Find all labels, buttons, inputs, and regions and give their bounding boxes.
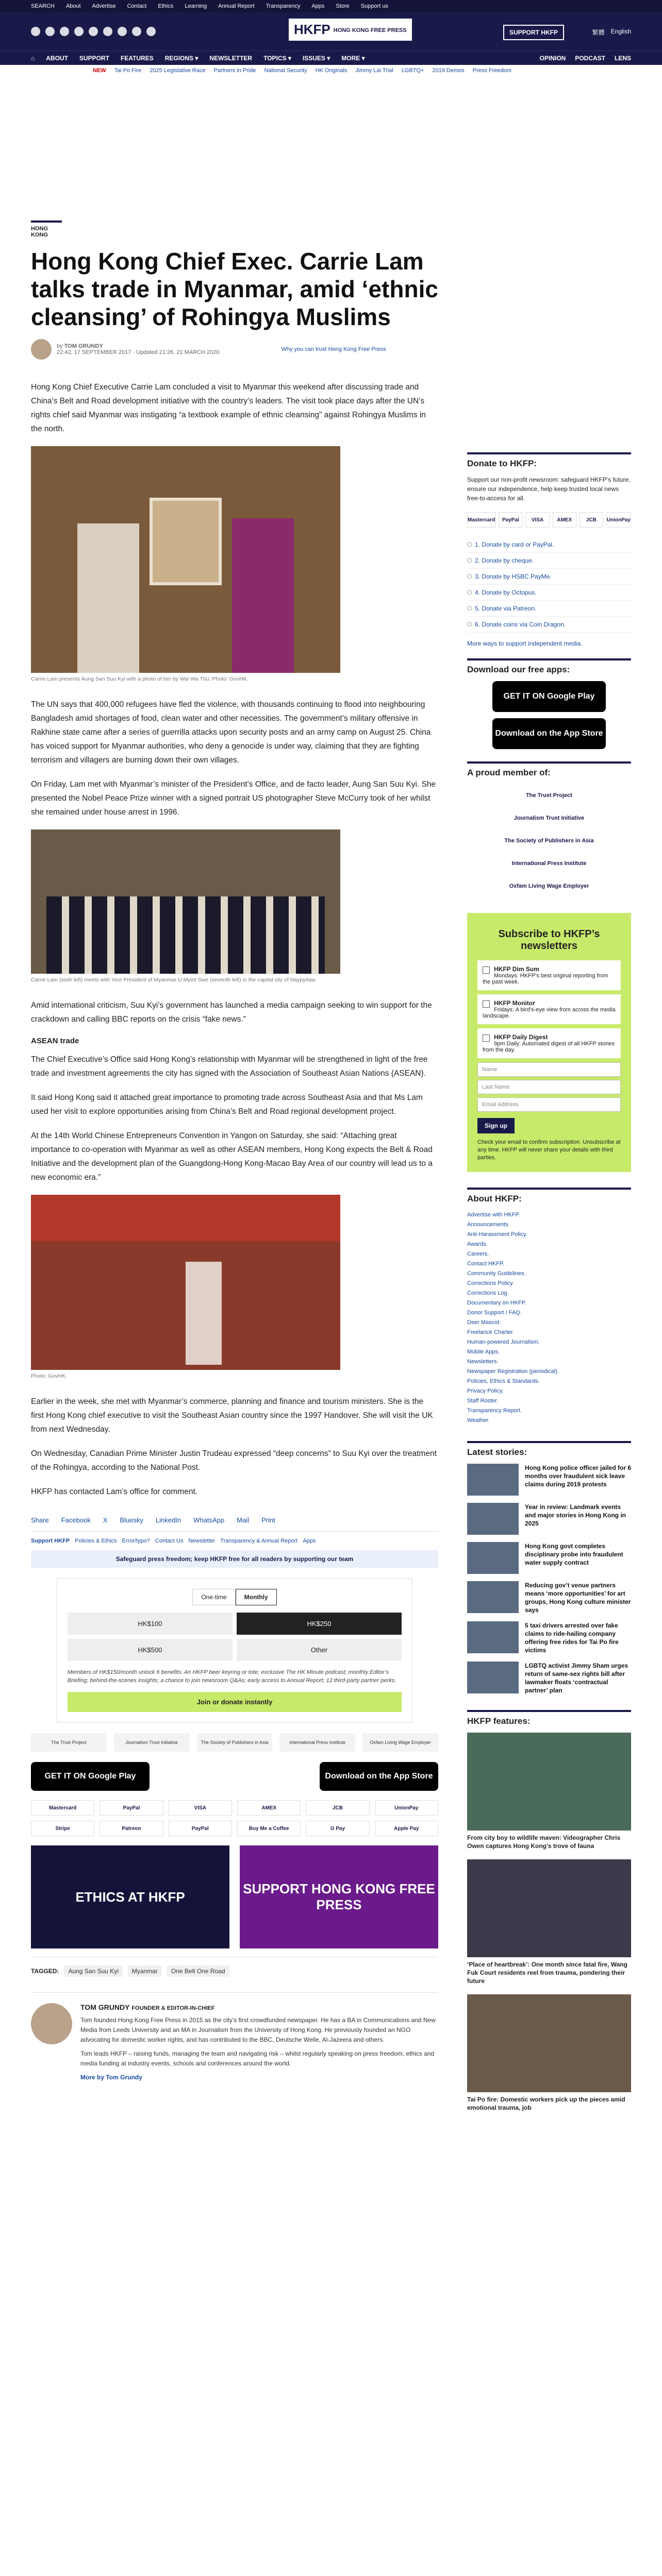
utility-link[interactable]: Contact	[127, 3, 147, 9]
badge[interactable]: The Society of Publishers in Asia	[504, 838, 594, 844]
newsletter-heading: Subscribe to HKFP’s newsletters	[498, 928, 600, 952]
newsletter-option[interactable]: HKFP Dim Sum Mondays: HKFP’s best original reporting from the past week.	[477, 960, 621, 990]
share-facebook[interactable]: Facebook	[61, 1516, 91, 1524]
share-print[interactable]: Print	[261, 1516, 275, 1524]
photo-caption: Carrie Lam (sixth left) meets with Vice President of Myanmar U Myint Swe (seventh left) in the capital city of Naypyitaw.	[31, 977, 317, 983]
utility-link[interactable]: Advertise	[92, 3, 116, 9]
support-link[interactable]: Error/typo?	[122, 1538, 150, 1544]
byline: by TOM GRUNDY 22:42, 17 SEPTEMBER 2017 · Updated 21:26, 21 MARCH 2020 Why you can trust Hong Kong Free Press	[31, 339, 438, 360]
signup-button[interactable]: Sign up	[477, 1118, 515, 1133]
author-name[interactable]: TOM GRUNDY	[80, 2003, 130, 2011]
trending-link[interactable]: 2025 Legislative Race	[150, 67, 206, 74]
donate-text: Support our non-profit newsroom: safeguard HKFP’s future, ensure our independence, help keep trusted local news free-to-access for all.	[467, 476, 631, 502]
utility-link[interactable]: Learning	[185, 3, 207, 9]
article-photo-meeting	[31, 829, 340, 974]
support-banner[interactable]: Safeguard press freedom; keep HKFP free for all readers by supporting our team	[31, 1550, 438, 1568]
story-thumbnail	[467, 1503, 519, 1535]
instagram-icon[interactable]	[60, 27, 69, 36]
utility-link[interactable]: Annual Report	[218, 3, 255, 9]
donate-methods	[467, 537, 631, 633]
support-link[interactable]: Policies & Ethics	[75, 1538, 117, 1544]
google-play-button[interactable]: GET IT ON Google Play	[31, 1762, 150, 1791]
home-icon[interactable]: ⌂	[31, 54, 35, 62]
radio-icon	[467, 542, 472, 547]
tag[interactable]: Myanmar	[128, 1965, 162, 1977]
feature-item[interactable]: ‘Place of heartbreak’: One month since fatal fire, Wang Fuk Court residents reel from trauma, pondering their future	[467, 1859, 631, 1985]
about-link[interactable]: Corrections Log.	[467, 1290, 509, 1296]
about-link[interactable]: Privacy Policy.	[467, 1388, 504, 1394]
applepay-icon[interactable]: Apple Pay	[375, 1821, 438, 1836]
article-photo-suu-kyi	[31, 446, 340, 673]
telegram-icon[interactable]	[132, 27, 141, 36]
feature-image	[467, 1994, 631, 2092]
paragraph: At the 14th World Chinese Entrepreneurs Convention in Yangon on Saturday, she said: “Attaching great importance to co-operation with Myanmar as well as other ASEAN members, Hong Kong expects the Belt & Road Initiative and the development plan of the Guangdong-Hong Kong-Macao Bay Area of our country will lead us to a new economic era.”	[31, 1131, 433, 1182]
trust-link[interactable]: Why you can trust Hong Kong Free Press	[281, 346, 386, 352]
support-link[interactable]: Transparency & Annual Report	[220, 1538, 298, 1544]
site-logo[interactable]: HKFP HONG KONG FREE PRESS	[289, 19, 412, 41]
about-link[interactable]: Transparency Report.	[467, 1408, 522, 1414]
badge[interactable]: The Trust Project	[31, 1733, 107, 1752]
feature-item[interactable]: Tai Po fire: Domestic workers pick up the pieces amid emotional trauma, job	[467, 1994, 631, 2112]
sidebar-heading: About HKFP:	[467, 1188, 631, 1204]
trending-link[interactable]: Press Freedom	[472, 67, 511, 74]
newsletter-option[interactable]: HKFP Monitor Fridays: A bird’s-eye view from across the media landscape.	[477, 994, 621, 1024]
promo-banners	[31, 1845, 438, 1948]
about-link[interactable]: Advertise with HKFP.	[467, 1212, 520, 1218]
latest-item[interactable]: Reducing gov’t venue partners means ‘more opportunities’ for art groups, Hong Kong culture minister says	[467, 1581, 631, 1614]
support-promo[interactable]: SUPPORT HONG KONG FREE PRESS	[240, 1845, 438, 1948]
about-link[interactable]: Mobile Apps.	[467, 1349, 500, 1355]
latest-item[interactable]: LGBTQ activist Jimmy Sham urges return of same-sex rights bill after lawmaker floats ‘contractual partner’ plan	[467, 1662, 631, 1694]
paypal-icon[interactable]: PayPal	[169, 1821, 232, 1836]
email-field[interactable]: Email Address	[477, 1097, 621, 1112]
about-link[interactable]: Contact HKFP.	[467, 1261, 504, 1267]
jcb-icon: JCB	[580, 512, 603, 528]
radio-icon	[467, 574, 472, 579]
author-photo	[31, 2003, 72, 2044]
support-hkfp-button[interactable]: SUPPORT HKFP	[503, 25, 564, 40]
amex-icon[interactable]: AMEX	[237, 1800, 301, 1816]
about-link[interactable]: Corrections Policy.	[467, 1280, 514, 1286]
frequency-toggle	[68, 1589, 402, 1605]
utility-link[interactable]: About	[65, 3, 81, 9]
paypal-icon: PayPal	[499, 512, 522, 528]
nav-item[interactable]: REGIONS ▾	[164, 54, 198, 62]
language-switcher	[592, 28, 631, 37]
photo-caption: Carrie Lam presents Aung San Suu Kyi with a photo of her by Wai Wa Thu. Photo: GovHK.	[31, 676, 249, 682]
youtube-icon[interactable]	[74, 27, 84, 36]
last-name-field[interactable]: Last Name	[477, 1080, 621, 1094]
badge[interactable]: The Society of Publishers in Asia	[197, 1733, 273, 1752]
latest-stories	[467, 1441, 631, 1694]
about-link[interactable]: Newspaper Registration (periodical).	[467, 1368, 559, 1375]
more-ways-link[interactable]: More ways to support independent media.	[467, 640, 583, 647]
amex-icon: AMEX	[553, 512, 576, 528]
member-badges	[467, 784, 631, 897]
article-title: Hong Kong Chief Exec. Carrie Lam talks trade in Myanmar, amid ‘ethnic cleansing’ of Rohingya Muslims	[31, 248, 438, 330]
checkbox-icon	[483, 1001, 490, 1008]
newsletter-signup	[467, 913, 631, 1172]
trending-link[interactable]: Tai Po Fire	[114, 67, 142, 74]
author-box	[31, 1992, 438, 2082]
mastercard-icon: Mastercard	[467, 512, 495, 528]
trending-link[interactable]: Partners in Pride	[213, 67, 256, 74]
story-thumbnail	[467, 1542, 519, 1574]
latest-item[interactable]: Hong Kong police officer jailed for 6 months over fraudulent sick leave claims during 2019 protests	[467, 1464, 631, 1496]
about-link[interactable]: Announcements.	[467, 1222, 510, 1228]
lang-en[interactable]: English	[610, 28, 631, 35]
trending-link[interactable]: LGBTQ+	[401, 67, 424, 74]
author-bio: Tom leads HKFP – raising funds, managing the team and navigating risk – whilst regularly speaking on press freedom, ethics and media funding at industry events, schools and conferences around the world.	[80, 2050, 435, 2067]
unionpay-icon: UnionPay	[606, 512, 631, 528]
latest-item[interactable]: Hong Kong govt completes disciplinary probe into fraudulent water supply contract	[467, 1542, 631, 1574]
checkbox-icon	[483, 967, 490, 974]
sidebar-donate	[467, 452, 631, 648]
trending-link[interactable]: National Security	[264, 67, 307, 74]
freq-one-time[interactable]: One-time	[192, 1589, 235, 1605]
sidebar-heading: Donate to HKFP:	[467, 452, 631, 469]
donate-method[interactable]: 5. Donate via Patreon.	[467, 601, 631, 617]
radio-icon	[467, 558, 472, 563]
paragraph: The UN says that 400,000 refugees have fled the violence, with thousands continuing to flood into neighbouring Bangladesh amid shortages of food, clean water and other necessities. The government’s military offensive in Rakhine state came after a series of guerrilla attacks upon security posts and an army camp on August 25. China has voiced support for Myanmar authorities, who deny a genocide is under way, claiming that they are fighting terrorism and villagers are burning down their own villages.	[31, 700, 431, 765]
about-link[interactable]: Staff Roster.	[467, 1398, 499, 1404]
radio-icon	[467, 590, 472, 595]
latest-item[interactable]: Year in review: Landmark events and major stories in Hong Kong in 2025	[467, 1503, 631, 1535]
about-link[interactable]: Policies, Ethics & Standards.	[467, 1378, 540, 1384]
main-nav	[0, 50, 662, 65]
support-links	[31, 1538, 438, 1544]
sidebar-heading: Download our free apps:	[467, 658, 631, 675]
article-kicker[interactable]: HONG KONG	[31, 221, 62, 238]
share-x[interactable]: X	[103, 1516, 108, 1524]
about-link[interactable]: Anti-Harassment Policy.	[467, 1231, 527, 1238]
donate-method[interactable]: 1. Donate by card or PayPal.	[467, 537, 631, 553]
amount-option[interactable]: Other	[237, 1639, 402, 1661]
trending-label: NEW	[93, 67, 106, 74]
trending-link[interactable]: Jimmy Lai Trial	[355, 67, 393, 74]
about-links	[467, 1210, 631, 1426]
badge[interactable]: Journalism Trust Initiative	[514, 815, 585, 821]
photo-caption: Photo: GovHK.	[31, 1373, 68, 1379]
patreon-icon[interactable]: Patreon	[100, 1821, 163, 1836]
paragraph: On Friday, Lam met with Myanmar’s minister of the President’s Office, and de facto leader, Aung San Suu Kyi. She presented the Nobel Peace Prize winner with a signed portrait US photographer Steve McCurry took of her whilst she remained under house arrest in 1996.	[31, 780, 436, 817]
support-link[interactable]: Support HKFP	[31, 1538, 70, 1544]
nav-item[interactable]: PODCAST	[575, 54, 605, 62]
about-link[interactable]: Awards.	[467, 1241, 488, 1247]
amount-option[interactable]: HK$100	[68, 1613, 233, 1635]
visa-icon: VISA	[525, 512, 549, 528]
article-dates: 22:42, 17 SEPTEMBER 2017 · Updated 21:26, 21 MARCH 2020	[57, 349, 220, 355]
share-mail[interactable]: Mail	[237, 1516, 249, 1524]
nav-item[interactable]: ABOUT	[46, 54, 68, 62]
nav-item[interactable]: SUPPORT	[79, 54, 109, 62]
support-link[interactable]: Newsletter	[188, 1538, 216, 1544]
sidebar	[467, 452, 631, 2121]
freq-monthly[interactable]: Monthly	[236, 1589, 277, 1605]
paragraph: The Chief Executive’s Office said Hong Kong’s relationship with Myanmar will be strengthened in light of the free trade and investment agreements the city has signed with the Association of Southeast Asian Nations (ASEAN).	[31, 1055, 428, 1078]
paragraph: Hong Kong Chief Executive Carrie Lam concluded a visit to Myanmar this weekend after discussing trade and China’s Belt and Road development initiative with the country’s leaders. The visit took place days after the UN’s rights chief said Myanmar was instigating “a textbook example of ethnic cleansing” against Rohingya Muslims in the north.	[31, 383, 426, 433]
story-thumbnail	[467, 1581, 519, 1613]
google-play-button[interactable]: GET IT ON Google Play	[492, 681, 606, 712]
utility-link[interactable]: SEARCH	[31, 3, 55, 9]
about-link[interactable]: Deer Mascot.	[467, 1319, 501, 1326]
share-label: Share	[31, 1516, 49, 1524]
badge[interactable]: International Press Institute	[279, 1733, 355, 1752]
utility-link[interactable]: Ethics	[158, 3, 174, 9]
author-name[interactable]: TOM GRUNDY	[64, 343, 103, 349]
trending-bar	[0, 65, 662, 76]
trending-link[interactable]: 2019 Demos	[432, 67, 465, 74]
app-store-buttons	[31, 1762, 438, 1791]
stripe-icon[interactable]: Stripe	[31, 1821, 94, 1836]
feature-image	[467, 1733, 631, 1831]
tags-label: TAGGED:	[31, 1968, 59, 1975]
paragraph: HKFP has contacted Lam’s office for comment.	[31, 1487, 198, 1496]
author-avatar	[31, 339, 52, 360]
badge[interactable]: Journalism Trust Initiative	[114, 1733, 190, 1752]
donate-widget	[57, 1578, 412, 1723]
rss-icon[interactable]	[146, 27, 156, 36]
threads-icon[interactable]	[89, 27, 98, 36]
paragraph: On Wednesday, Canadian Prime Minister Justin Trudeau expressed “deep concerns” to Suu Kyi over the treatment of the Rohingya, according to the National Post.	[31, 1449, 437, 1472]
app-store-button[interactable]: Download on the App Store	[492, 718, 606, 749]
nav-item[interactable]: NEWSLETTER	[209, 54, 253, 62]
tag[interactable]: Aung San Suu Kyi	[64, 1965, 122, 1977]
about-link[interactable]: Documentary on HKFP.	[467, 1300, 526, 1306]
author-role: FOUNDER & EDITOR-IN-CHIEF	[131, 2005, 215, 2011]
badge[interactable]: Oxfam Living Wage Employer	[362, 1733, 438, 1752]
ethics-promo[interactable]: ETHICS AT HKFP	[31, 1845, 229, 1948]
amount-options	[68, 1613, 402, 1661]
nav-item[interactable]: LENS	[614, 54, 631, 62]
support-link[interactable]: Contact Us	[155, 1538, 184, 1544]
unionpay-icon[interactable]: UnionPay	[375, 1800, 438, 1816]
nav-item[interactable]: MORE ▾	[341, 54, 365, 62]
sidebar-heading: Latest stories:	[467, 1441, 631, 1458]
utility-link[interactable]: Store	[336, 3, 350, 9]
amount-option[interactable]: HK$500	[68, 1639, 233, 1661]
nav-item[interactable]: TOPICS ▾	[263, 54, 291, 62]
about-link[interactable]: Weather.	[467, 1417, 490, 1423]
author-bio: Tom founded Hong Kong Free Press in 2015 as the city’s first crowdfunded newspaper. He has a BA in Communications and New Media from Leeds University and an MA in Journalism from the University of Hong Kong. He previously founded an NGO advocating for domestic worker rights, and has contributed to the BBC, Deutsche Welle, Al-Jazeera and others.	[80, 2016, 436, 2043]
x-icon[interactable]	[45, 27, 55, 36]
tags	[31, 1957, 438, 1977]
about-link[interactable]: Newsletters.	[467, 1359, 499, 1365]
coffee-icon[interactable]: Buy Me a Coffee	[237, 1821, 301, 1836]
feature-image	[467, 1859, 631, 1957]
sidebar-heading: A proud member of:	[467, 761, 631, 778]
sidebar-heading: HKFP features:	[467, 1710, 631, 1726]
sidebar-payment-icons	[467, 512, 631, 528]
donate-method[interactable]: 4. Donate by Octopus.	[467, 585, 631, 601]
donate-method[interactable]: 3. Donate by HSBC PayMe.	[467, 569, 631, 585]
brand-bar	[0, 12, 662, 50]
share-whatsapp[interactable]: WhatsApp	[193, 1516, 225, 1524]
nav-item[interactable]: FEATURES	[120, 54, 154, 62]
about-link[interactable]: Human-powered Journalism.	[467, 1339, 540, 1345]
gpay-icon[interactable]: G Pay	[306, 1821, 369, 1836]
paragraph: It said Hong Kong said it attached great importance to promoting trade across Southeast Asia and that Ms Lam used her visit to explore opportunities arising from China’s Belt and Road regional development project.	[31, 1093, 423, 1116]
story-thumbnail	[467, 1621, 519, 1653]
radio-icon	[467, 622, 472, 626]
social-icons	[31, 27, 156, 36]
nav-item[interactable]: OPINION	[539, 54, 566, 62]
donate-method[interactable]: 2. Donate by cheque.	[467, 553, 631, 569]
section-heading: ASEAN trade	[31, 1037, 79, 1045]
mastercard-icon[interactable]: Mastercard	[31, 1800, 94, 1816]
feature-item[interactable]: From city boy to wildlife maven: Videographer Chris Owen captures Hong Kong’s trove of fauna	[467, 1733, 631, 1850]
utility-bar	[0, 0, 662, 12]
tag[interactable]: One Belt One Road	[167, 1965, 229, 1977]
badge[interactable]: The Trust Project	[526, 792, 572, 799]
app-store-button[interactable]: Download on the App Store	[320, 1762, 438, 1791]
badge[interactable]: Oxfam Living Wage Employer	[509, 883, 589, 889]
latest-item[interactable]: 5 taxi drivers arrested over fake claims to ride-hailing company offering free rides for Tai Po fire victims	[467, 1621, 631, 1654]
linkedin-icon[interactable]	[118, 27, 127, 36]
trending-link[interactable]: HK Originals	[315, 67, 347, 74]
jcb-icon[interactable]: JCB	[306, 1800, 369, 1816]
payment-icons	[31, 1800, 438, 1836]
story-thumbnail	[467, 1464, 519, 1496]
newsletter-option[interactable]: HKFP Daily Digest 9pm Daily: Automated digest of all HKFP stories from the day.	[477, 1028, 621, 1058]
badge[interactable]: International Press Institute	[511, 860, 587, 867]
about-link[interactable]: Donor Support / FAQ.	[467, 1310, 522, 1316]
about-link[interactable]: Community Guidelines.	[467, 1270, 526, 1277]
facebook-icon[interactable]	[31, 27, 40, 36]
nav-item[interactable]: ISSUES ▾	[302, 54, 330, 62]
utility-link[interactable]: Support us	[360, 3, 388, 9]
story-thumbnail	[467, 1662, 519, 1693]
share-linkedin[interactable]: LinkedIn	[156, 1516, 181, 1524]
paragraph: Earlier in the week, she met with Myanmar’s commerce, planning and finance and tourism ministers. She is the first Hong Kong chief executive to visit the Southeast Asian country since the 1997 Handover. She will visit the UK from next Wednesday.	[31, 1397, 433, 1434]
radio-icon	[467, 606, 472, 611]
lang-zh[interactable]: 繁體	[592, 29, 605, 36]
bluesky-icon[interactable]	[103, 27, 112, 36]
article	[31, 221, 438, 2082]
join-button[interactable]: Join or donate instantly	[68, 1692, 402, 1712]
paypal-icon[interactable]: PayPal	[100, 1800, 163, 1816]
name-field[interactable]: Name	[477, 1062, 621, 1077]
share-bluesky[interactable]: Bluesky	[120, 1516, 143, 1524]
paragraph: Amid international criticism, Suu Kyi’s government has launched a media campaign seeking to win support for the crackdown and calling BBC reports on the crisis “fake news.”	[31, 1001, 432, 1024]
features	[467, 1710, 631, 2112]
utility-link[interactable]: Apps	[311, 3, 325, 9]
utility-link[interactable]: Transparency	[266, 3, 301, 9]
checkbox-icon	[483, 1035, 490, 1042]
member-perks: Members of HK$150/month unlock 6 benefits: An HKFP beer keyring or tote; exclusive The HK Minute podcast; monthly Editor’s Briefing; behind-the-scenes insights; a chance to join newsroom Q&As; early access to Annual Report; 12 third-party partner perks.	[68, 1669, 396, 1684]
share-bar	[31, 1509, 438, 1532]
support-link[interactable]: Apps	[303, 1538, 316, 1544]
membership-badges	[31, 1733, 438, 1752]
visa-icon[interactable]: VISA	[169, 1800, 232, 1816]
about-link[interactable]: Freelance Charter.	[467, 1329, 515, 1335]
amount-option[interactable]: HK$250	[237, 1613, 402, 1635]
article-photo-convention	[31, 1195, 340, 1370]
about-link[interactable]: Careers.	[467, 1251, 489, 1257]
more-by-author[interactable]: More by Tom Grundy	[80, 2074, 142, 2081]
newsletter-note: Check your email to confirm subscription. Unsubscribe at any time. HKFP will never share your details with third parties.	[477, 1139, 621, 1161]
donate-method[interactable]: 6. Donate coins via Coin Dragon.	[467, 617, 631, 633]
